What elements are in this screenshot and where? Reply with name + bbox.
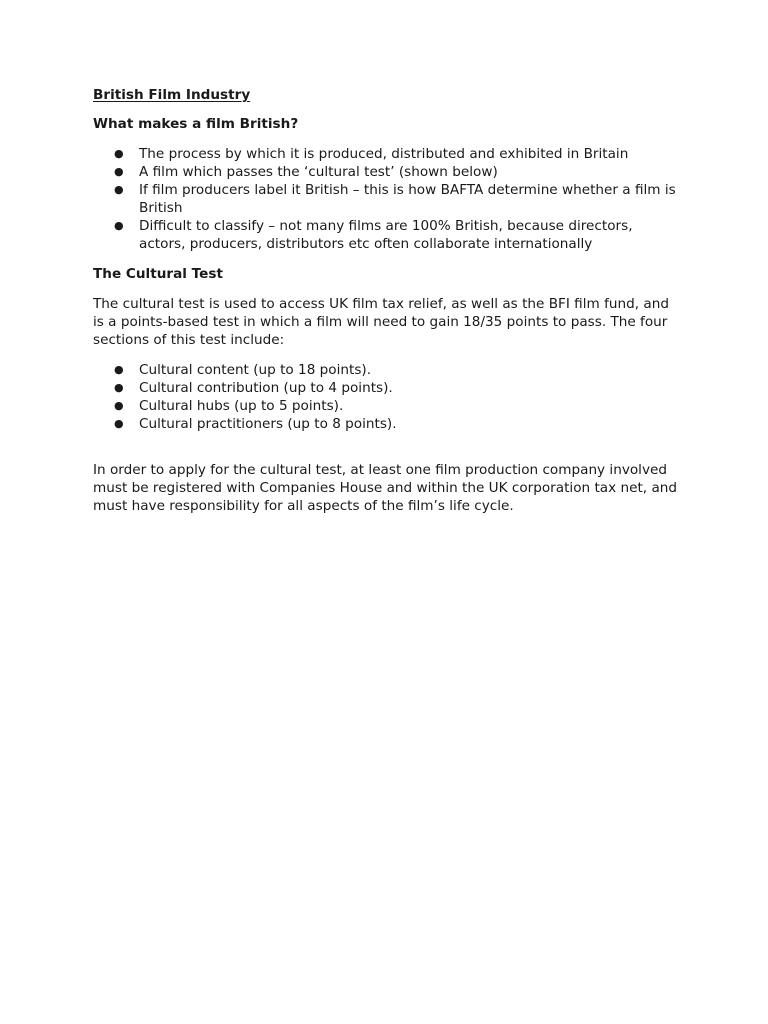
spacer bbox=[93, 445, 678, 461]
list-item bbox=[93, 145, 678, 163]
document-page bbox=[93, 86, 678, 527]
list-item-text: Cultural content (up to 18 points). bbox=[139, 362, 372, 378]
list-item bbox=[93, 415, 678, 433]
cultural-test-intro: The cultural test is used to access UK film tax relief, as well as the BFI film fund, and is a points-based test in which a film will need to gain 18/35 points to pass. The four sections of this test include: bbox=[93, 296, 669, 348]
section-heading-cultural-test: The Cultural Test bbox=[93, 266, 223, 282]
bullet-icon: ● bbox=[114, 183, 124, 196]
bullet-icon: ● bbox=[114, 399, 124, 412]
bullet-icon: ● bbox=[114, 219, 124, 232]
list-item bbox=[93, 163, 678, 181]
bullet-icon: ● bbox=[114, 363, 124, 376]
list-item bbox=[93, 217, 678, 253]
list-item bbox=[93, 379, 678, 397]
british-criteria-list bbox=[93, 145, 678, 253]
bullet-icon: ● bbox=[114, 417, 124, 430]
list-item-text: A film which passes the ‘cultural test’ (shown below) bbox=[139, 164, 498, 180]
bullet-icon: ● bbox=[114, 147, 124, 160]
cultural-test-requirements: In order to apply for the cultural test, at least one film production company involved must be registered with Companies House and within the UK corporation tax net, and must have responsibility for all aspects of the film’s life cycle. bbox=[93, 462, 678, 514]
bullet-icon: ● bbox=[114, 381, 124, 394]
list-item-text: Difficult to classify – not many films are 100% British, because directors, actors, producers, distributors etc often collaborate internationally bbox=[139, 218, 633, 252]
section-heading-what-makes-british: What makes a film British? bbox=[93, 116, 299, 132]
list-item-text: Cultural contribution (up to 4 points). bbox=[139, 380, 393, 396]
list-item bbox=[93, 361, 678, 379]
list-item-text: If film producers label it British – this is how BAFTA determine whether a film is British bbox=[139, 182, 676, 216]
list-item-text: The process by which it is produced, distributed and exhibited in Britain bbox=[139, 146, 629, 162]
list-item-text: Cultural practitioners (up to 8 points). bbox=[139, 416, 397, 432]
list-item bbox=[93, 181, 678, 217]
document-title: British Film Industry bbox=[93, 87, 251, 103]
cultural-test-sections-list bbox=[93, 361, 678, 433]
list-item-text: Cultural hubs (up to 5 points). bbox=[139, 398, 344, 414]
bullet-icon: ● bbox=[114, 165, 124, 178]
list-item bbox=[93, 397, 678, 415]
